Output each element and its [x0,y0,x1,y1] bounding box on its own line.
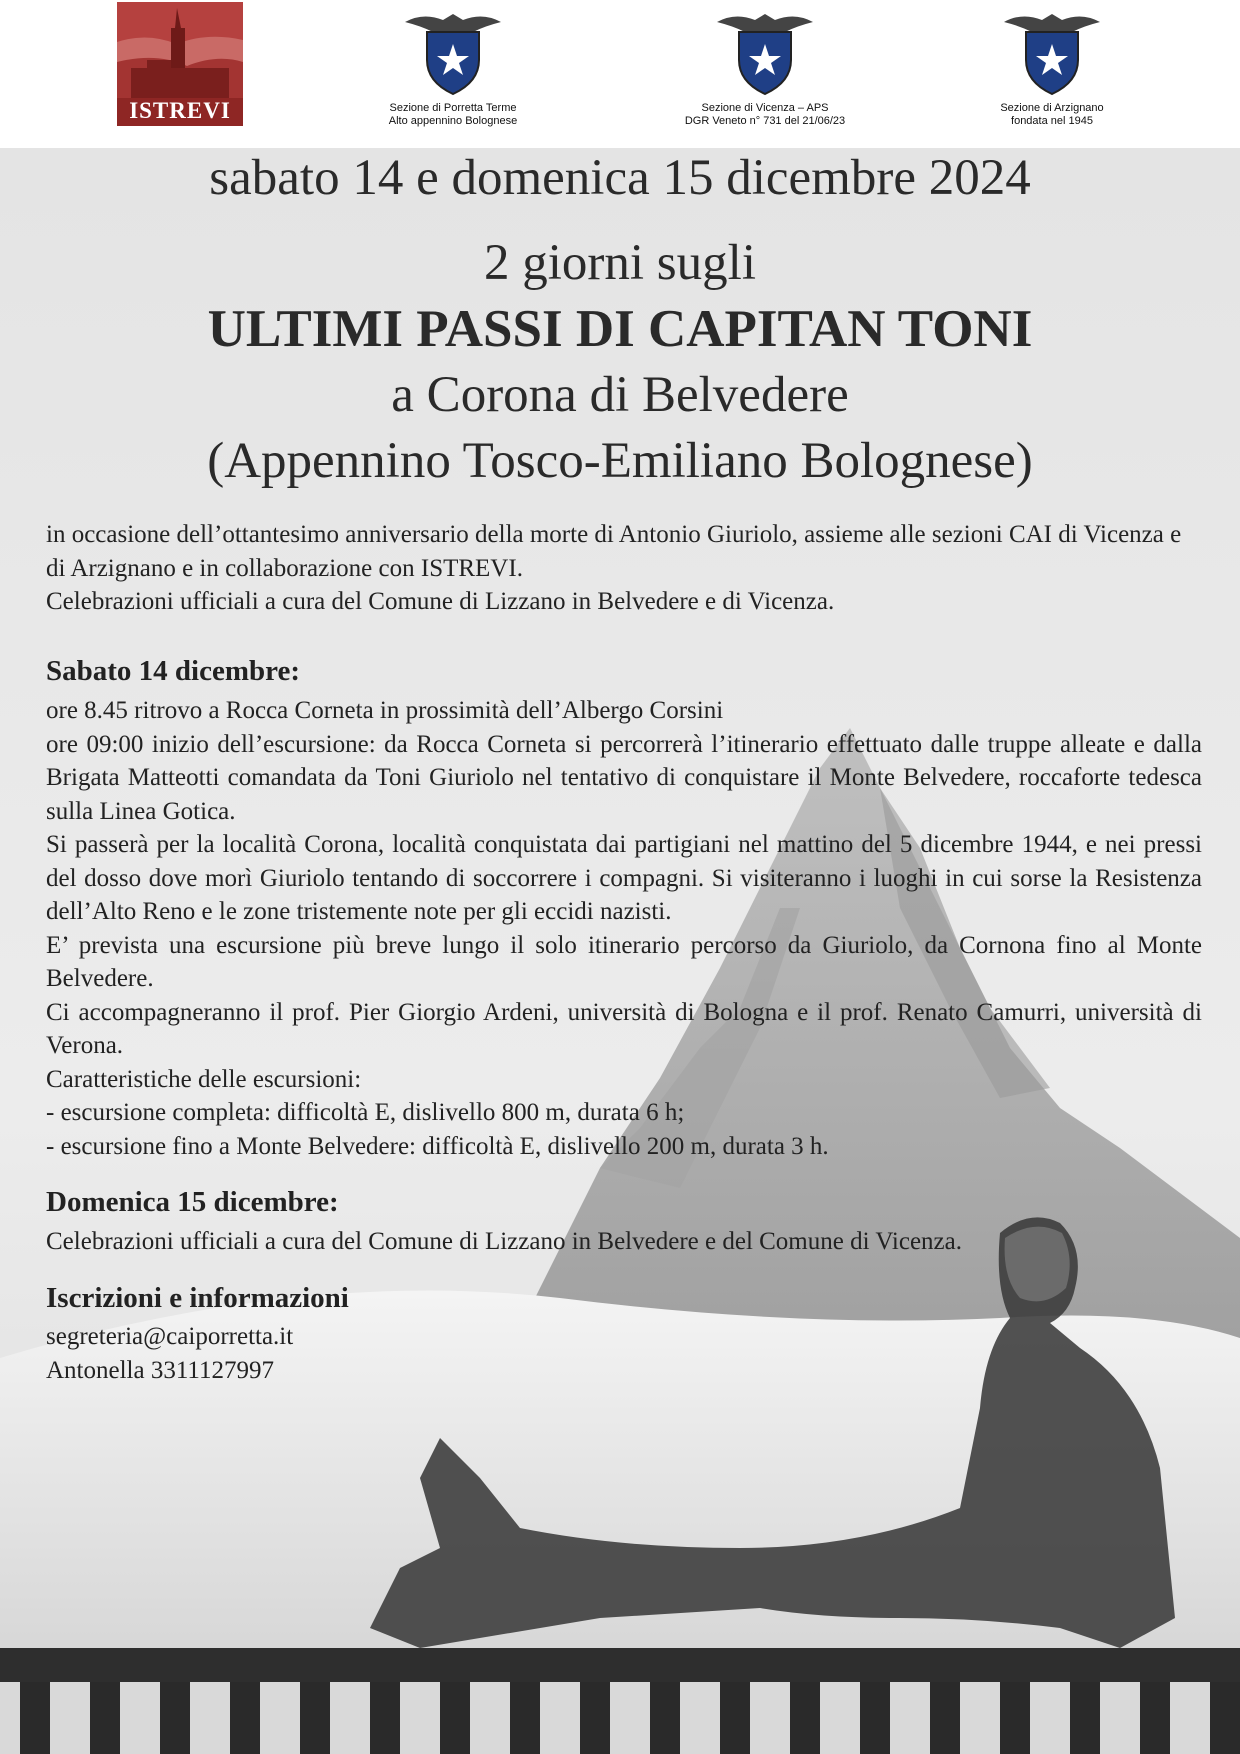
porretta-caption [353,102,553,128]
saturday-paragraph: Si passerà per la località Corona, località conquistata dai partigiani nel mattino del 5 dicembre 1944, e nei pressi del dosso dove morì Giuriolo tentando di soccorrere i compagni. Si visiteranno i luoghi in cui sorse la Resistenza dell’Alto Reno e le zone tristemente note per gli eccidi nazisti. [46,831,1202,925]
cai-arzignano-logo [952,0,1152,128]
vicenza-caption-line2: DGR Veneto n° 731 del 21/06/23 [684,115,846,127]
title-line-3: a Corona di Belvedere [391,367,849,423]
cai-eagle-shield-icon [715,10,815,96]
intro-paragraph-2: Celebrazioni ufficiali a cura del Comune di Lizzano in Belvedere e di Vicenza. [46,588,835,615]
title-line-2: ULTIMI PASSI DI CAPITAN TONI [207,300,1033,358]
sunday-text: Celebrazioni ufficiali a cura del Comune di Lizzano in Belvedere e del Comune di Vicenza. [46,1228,962,1255]
registration-heading: Iscrizioni e informazioni [46,1282,349,1314]
header-logos [0,0,1240,148]
cai-porretta-logo [353,0,553,128]
saturday-paragraph: ore 8.45 ritrovo a Rocca Corneta in prossimità dell’Albergo Corsini [46,697,724,724]
arzignano-caption [952,102,1152,128]
porretta-caption-line1: Sezione di Porretta Terme [389,102,517,114]
saturday-heading: Sabato 14 dicembre: [46,655,301,687]
registration-info [46,1320,1202,1387]
istrevi-wordmark: ISTREVI [129,98,231,123]
arzignano-caption-line1: Sezione di Arzignano [1000,102,1104,114]
saturday-paragraph: - escursione fino a Monte Belvedere: difficoltà E, dislivello 200 m, durata 3 h. [46,1132,829,1160]
arzignano-caption-line2: fondata nel 1945 [1011,115,1093,127]
saturday-program [46,694,1202,1163]
registration-contact: Antonella 3311127997 [46,1356,274,1384]
intro-paragraph-1: in occasione dell’ottantesimo anniversario della morte di Antonio Giuriolo, assieme alle sezioni CAI di Vicenza e di Arzignano e in collaborazione con ISTREVI. [46,521,1182,582]
sunday-heading: Domenica 15 dicembre: [46,1186,339,1218]
cai-eagle-shield-icon [403,10,503,96]
registration-email[interactable]: segreteria@caiporretta.it [46,1323,294,1350]
vicenza-caption-line1: Sezione di Vicenza – APS [701,102,829,114]
intro-text [46,518,1202,619]
event-date: sabato 14 e domenica 15 dicembre 2024 [209,150,1031,206]
vicenza-caption [665,102,865,128]
event-title [0,230,1240,494]
saturday-paragraph: Caratteristiche delle escursioni: [46,1065,362,1093]
saturday-paragraph: Ci accompagneranno il prof. Pier Giorgio Ardeni, università di Bologna e il prof. Renato Camurri, università di Verona. [46,998,1202,1059]
porretta-caption-line2: Alto appennino Bolognese [388,115,518,127]
istrevi-logo [117,2,243,126]
cai-eagle-shield-icon [1002,10,1102,96]
title-line-1: 2 giorni sugli [483,235,756,291]
title-line-4: (Appennino Tosco-Emiliano Bolognese) [207,433,1033,489]
saturday-paragraph: ore 09:00 inizio dell’escursione: da Rocca Corneta si percorrerà l’itinerario effettuato dalle truppe alleate e dalla Brigata Matteotti comandata da Toni Giuriolo nel tentativo di conquistare il Monte Belvedere, roccaforte tedesca sulla Linea Gotica. [46,730,1202,825]
saturday-paragraph: - escursione completa: difficoltà E, dislivello 800 m, durata 6 h; [46,1099,685,1126]
cai-vicenza-logo [665,0,865,128]
saturday-paragraph: E’ prevista una escursione più breve lungo il solo itinerario percorso da Giuriolo, da Cornona fino al Monte Belvedere. [46,931,1202,992]
